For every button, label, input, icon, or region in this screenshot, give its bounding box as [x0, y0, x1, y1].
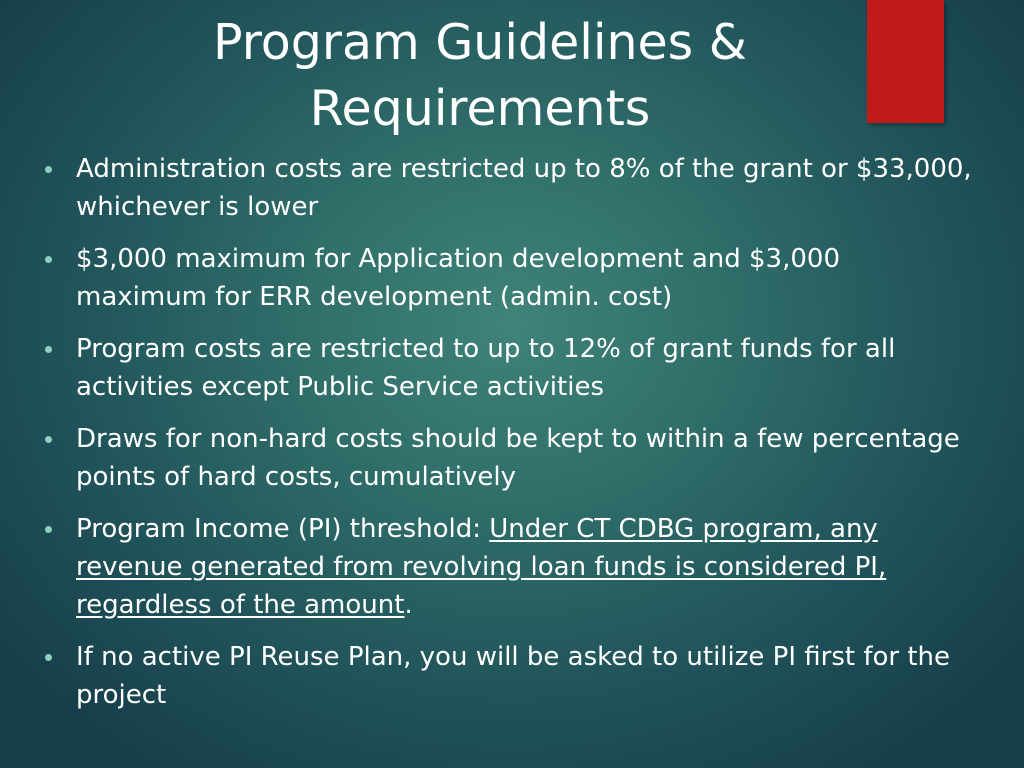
bullet-text: Draws for non-hard costs should be kept to within a few percentage points of hard costs, cumulatively: [76, 424, 960, 492]
bullet-text: Administration costs are restricted up to 8% of the grant or $33,000, whichever is lower: [76, 154, 972, 222]
slide-title: [120, 10, 840, 142]
title-line-1: Program Guidelines &: [213, 14, 747, 71]
bullet-dot-icon: [45, 346, 52, 353]
bullet-text: $3,000 maximum for Application development and $3,000 maximum for ERR development (admin. cost): [76, 244, 840, 312]
bullet-text: If no active PI Reuse Plan, you will be asked to utilize PI first for the project: [76, 642, 951, 710]
red-accent-bar: [867, 0, 944, 123]
bullet-text-suffix: .: [404, 590, 413, 620]
bullet-pi-reuse-plan: [0, 638, 976, 714]
bullet-text: Program costs are restricted to up to 12% of grant funds for all activities except Public Service activities: [76, 334, 896, 402]
bullet-dot-icon: [45, 526, 52, 533]
program-income-link[interactable]: Under CT CDBG program, any revenue generated from revolving loan funds is considered PI, regardless of the amount: [76, 514, 887, 620]
title-line-2: Requirements: [309, 80, 651, 137]
bullet-list: [0, 150, 1024, 728]
bullet-dot-icon: [45, 166, 52, 173]
bullet-dot-icon: [45, 256, 52, 263]
bullet-program-costs: [0, 330, 976, 406]
bullet-max-development: [0, 240, 976, 316]
bullet-draws: [0, 420, 976, 496]
bullet-dot-icon: [45, 654, 52, 661]
bullet-text-prefix: Program Income (PI) threshold:: [76, 514, 490, 544]
bullet-admin-costs: [0, 150, 976, 226]
bullet-dot-icon: [45, 436, 52, 443]
bullet-program-income: [0, 510, 976, 624]
